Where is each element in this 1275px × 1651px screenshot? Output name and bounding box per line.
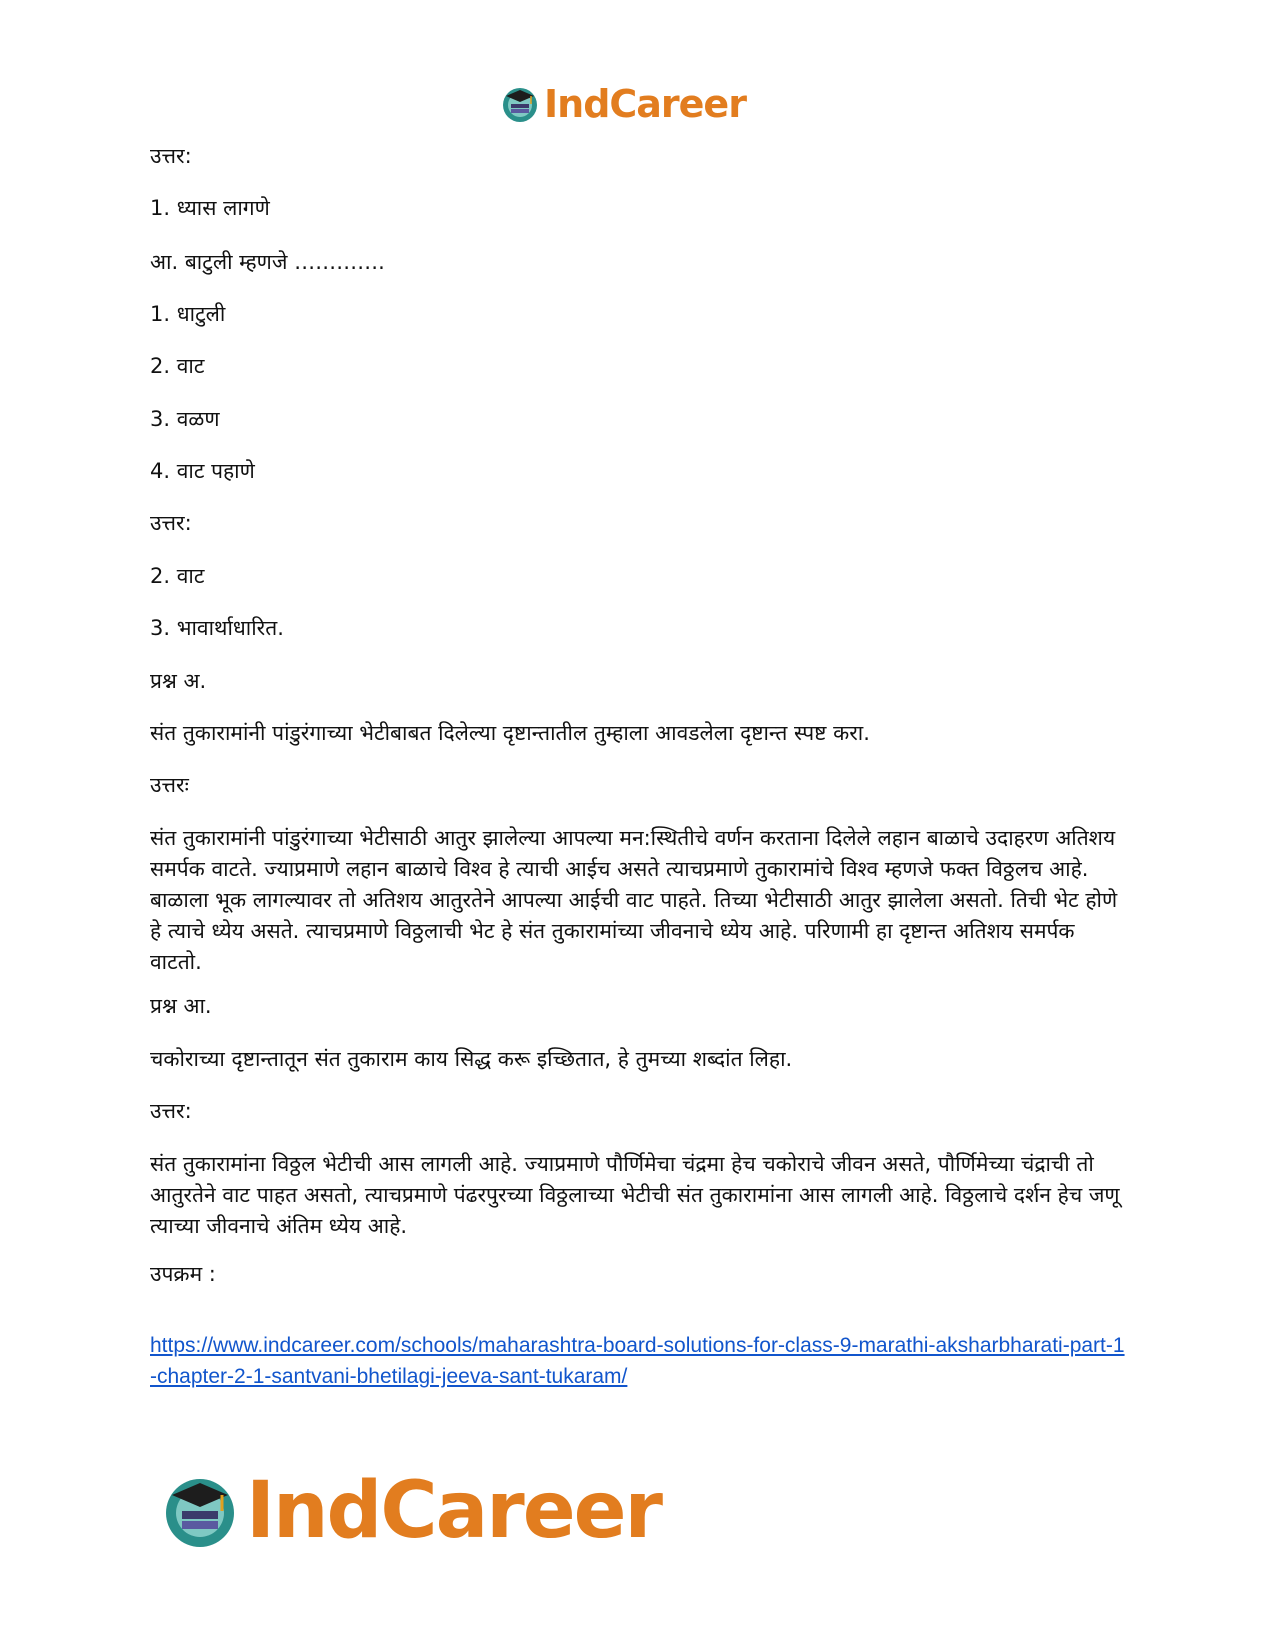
- option-1: 1. धाटुली: [150, 302, 226, 326]
- logo-wordmark: IndCareer: [544, 82, 746, 126]
- option-3: 3. वळण: [150, 407, 220, 431]
- activity-label: उपक्रम :: [150, 1262, 216, 1286]
- answer-label: उत्तरः: [150, 773, 189, 797]
- question-aa-text: चकोराच्या दृष्टान्तातून संत तुकाराम काय सिद्ध करू इच्छितात, हे तुमच्या शब्दांत लिहा.: [150, 1047, 793, 1071]
- option-2: 2. वाट: [150, 354, 205, 378]
- graduation-cap-icon: [500, 84, 540, 124]
- question-a-text: संत तुकारामांनी पांडुरंगाच्या भेटीबाबत दिलेल्या दृष्टान्तातील तुम्हाला आवडलेला दृष्टान्त स्पष्ट करा.: [150, 721, 870, 745]
- header-logo: [500, 80, 746, 128]
- answer-text: 2. वाट: [150, 564, 205, 588]
- question-aa-label: प्रश्न आ.: [150, 994, 212, 1018]
- option-4: 4. वाट पहाणे: [150, 459, 255, 483]
- logo-wordmark: IndCareer: [246, 1466, 661, 1556]
- footer-logo: [160, 1466, 661, 1556]
- source-link[interactable]: https://www.indcareer.com/schools/maharashtra-board-solutions-for-class-9-marathi-aksharbharati-part-1-chapter-2-1-santvani-bhetilagi-jeeva-sant-tukaram/: [150, 1334, 1125, 1388]
- answer-a-paragraph: संत तुकारामांनी पांडुरंगाच्या भेटीसाठी आतुर झालेल्या आपल्या मन:स्थितीचे वर्णन करताना दिलेले लहान बाळाचे उदाहरण अतिशय समर्पक वाटते. ज्याप्रमाणे लहान बाळाचे विश्व हे त्याची आईच असते त्याचप्रमाणे तुकारामांचे विश्व म्हणजे फक्त विठ्ठलच आहे. बाळाला भूक लागल्यावर तो अतिशय आतुरतेने आपल्या आईची वाट पाहते. तिच्या भेटीसाठी आतुर झालेला असतो. तिची भेट होणे हे त्याचे ध्येय असते. त्याचप्रमाणे विठ्ठलाची भेट हे संत तुकारामांच्या जीवनाचे ध्येय आहे. परिणामी हा दृष्टान्त अतिशय समर्पक वाटतो.: [150, 826, 1118, 974]
- question-a-label: प्रश्न अ.: [150, 669, 207, 693]
- question-aa: आ. बाटुली म्हणजे ………….: [150, 250, 385, 274]
- answer-text: 1. ध्यास लागणे: [150, 196, 270, 220]
- answer-label: उत्तर:: [150, 1099, 192, 1123]
- answer-label: उत्तर:: [150, 511, 192, 535]
- graduation-cap-icon: [160, 1471, 240, 1551]
- answer-aa-paragraph: संत तुकारामांना विठ्ठल भेटीची आस लागली आहे. ज्याप्रमाणे पौर्णिमेचा चंद्रमा हेच चकोराचे जीवन असते, पौर्णिमेच्या चंद्राची तो आतुरतेने वाट पाहत असतो, त्याचप्रमाणे पंढरपुरच्या विठ्ठलाच्या भेटीची संत तुकारामांना आस लागली आहे. विठ्ठलाचे दर्शन हेच जणू त्याच्या जीवनाचे अंतिम ध्येय आहे.: [150, 1152, 1120, 1238]
- answer-label: उत्तर:: [150, 144, 192, 168]
- question-3: 3. भावार्थाधारित.: [150, 616, 284, 640]
